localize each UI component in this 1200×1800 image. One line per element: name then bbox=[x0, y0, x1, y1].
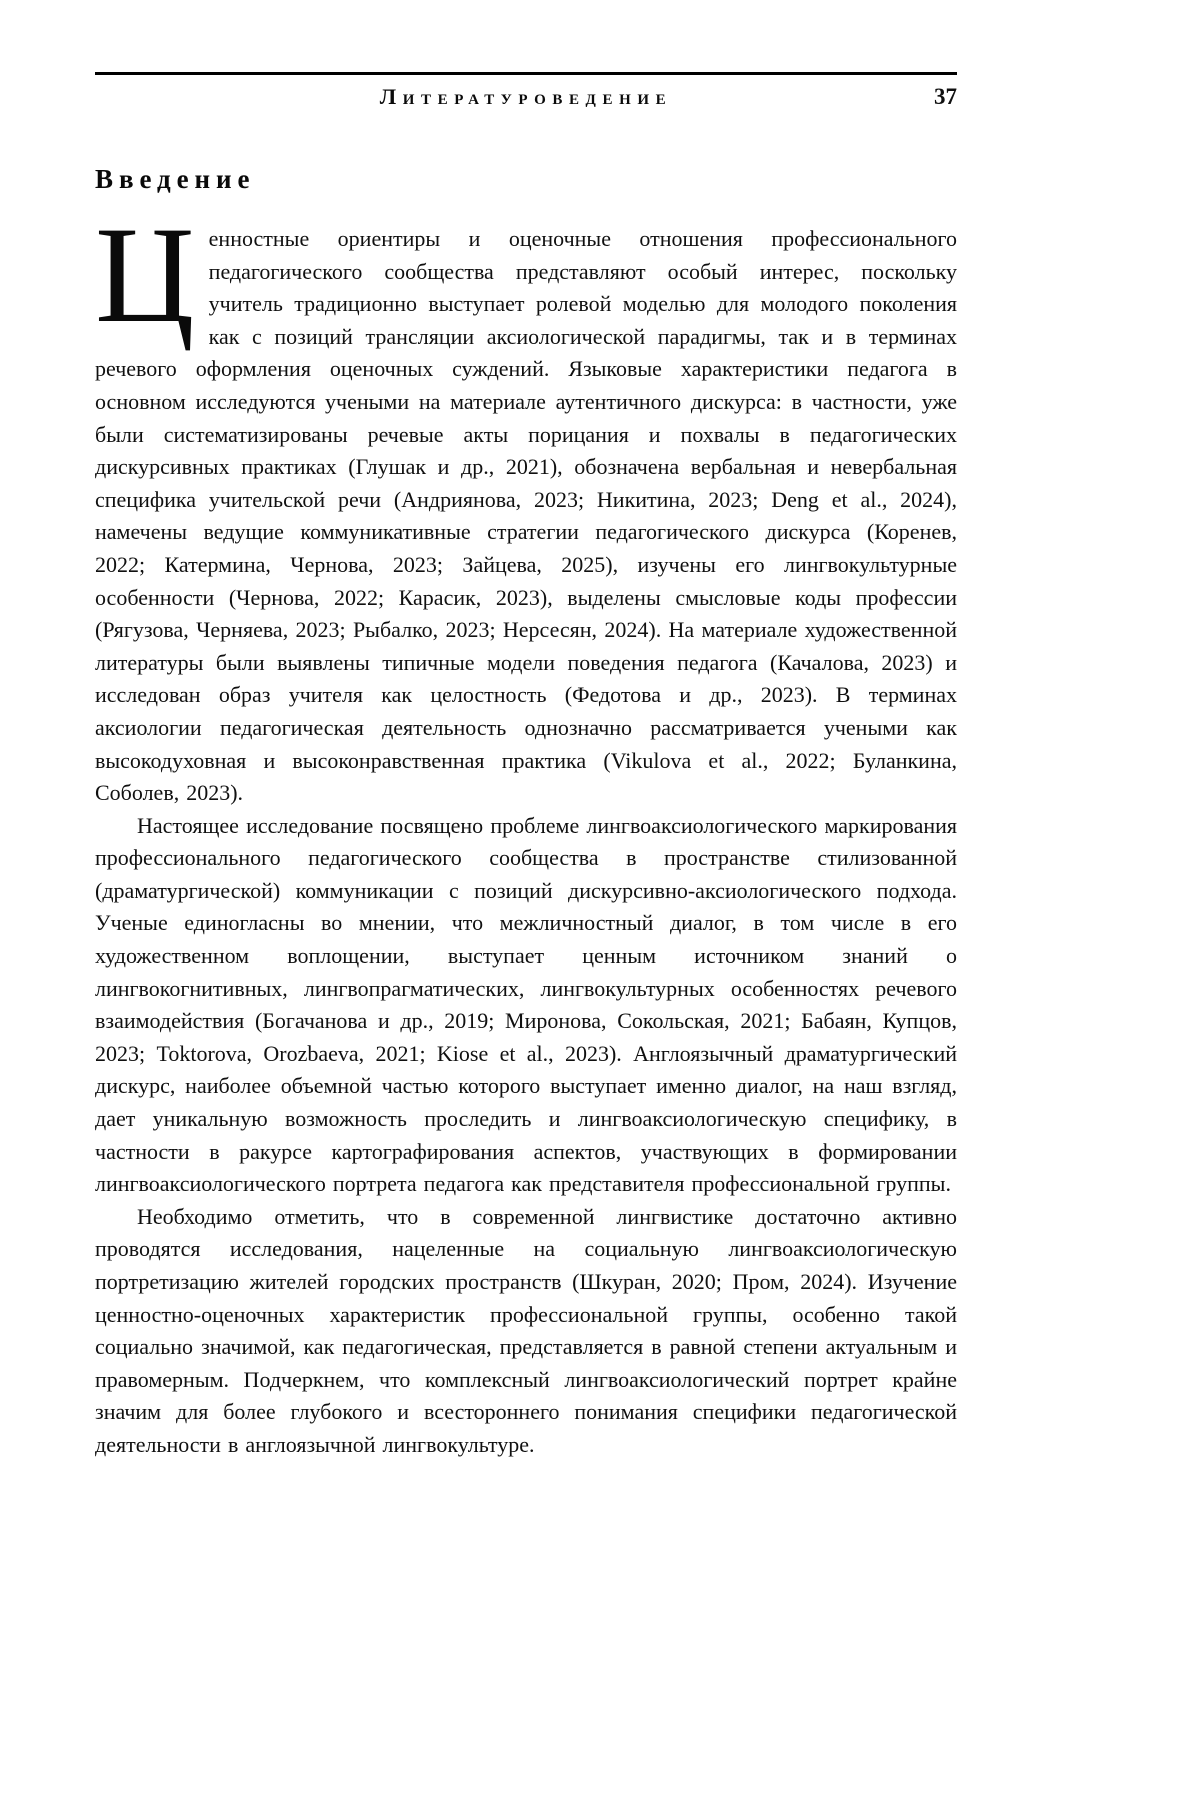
paragraph-text: Необходимо отметить, что в современной лингвистике достаточно активно проводятся исследования, нацеленные на социальную лингвоаксиологическую портретизацию жителей городских пространств (Шкуран, 2020; Пром, 2024). Изучение ценностно-оценочных характеристик профессиональной группы, особенно такой социально значимой, как педагогическая, представляется в равной степени актуальным и правомерным. Подчеркнем, что комплексный лингвоаксиологический портрет крайне значим для более глубокого и всестороннего понимания специфики педагогической деятельности в англоязычной лингвокультуре. bbox=[95, 1203, 957, 1457]
running-head bbox=[95, 84, 957, 118]
paragraph-text: енностные ориентиры и оценочные отношения профессионального педагогического сообщества представляют особый интерес, поскольку учитель традиционно выступает ролевой моделью для молодого поколения как с позиций трансляции аксиологической парадигмы, так и в терминах речевого оформления оценочных суждений. Языковые характеристики педагога в основном исследуются учеными на материале аутентичного дискурса: в частности, уже были систематизированы речевые акты порицания и похвалы в педагогических дискурсивных практиках (Глушак и др., 2021), обозначена вербальная и невербальная специфика учительской речи (Андриянова, 2023; Никитина, 2023; Deng et al., 2024), намечены ведущие коммуникативные стратегии педагогического дискурса (Коренев, 2022; Катермина, Чернова, 2023; Зайцева, 2025), изучены его лингвокультурные особенности (Чернова, 2022; Карасик, 2023), выделены смысловые коды профессии (Рягузова, Черняева, 2023; Рыбалко, 2023; Нерсесян, 2024). На материале художественной литературы были выявлены типичные модели поведения педагога (Качалова, 2023) и исследован образ учителя как целостность (Федотова и др., 2023). В терминах аксиологии педагогическая деятельность однозначно рассматривается учеными как высокодуховная и высоконравственная практика (Vikulova et al., 2022; Буланкина, Соболев, 2023). bbox=[95, 226, 957, 806]
header-rule bbox=[95, 72, 957, 75]
article-body bbox=[95, 198, 957, 1462]
running-title: Литературоведение bbox=[379, 84, 673, 109]
dropcap-letter: Ц bbox=[95, 198, 195, 351]
page-header bbox=[95, 72, 957, 118]
page-number: 37 bbox=[934, 84, 957, 109]
paragraph-introduction-1 bbox=[95, 198, 957, 810]
section-heading: Введение bbox=[95, 164, 256, 194]
paragraph-introduction-2 bbox=[95, 810, 957, 1201]
paragraph-text: Настоящее исследование посвящено проблеме лингвоаксиологического маркирования профессионального педагогического сообщества в пространстве стилизованной (драматургической) коммуникации с позиций дискурсивно-аксиологического подхода. Ученые единогласны во мнении, что межличностный диалог, в том числе в его художественном воплощении, выступает ценным источником знаний о лингвокогнитивных, лингвопрагматических, лингвокультурных особенностях речевого взаимодействия (Богачанова и др., 2019; Миронова, Сокольская, 2021; Бабаян, Купцов, 2023; Toktorova, Orozbaeva, 2021; Kiose et al., 2023). Англоязычный драматургический дискурс, наиболее объемной частью которого выступает именно диалог, на наш взгляд, дает уникальную возможность проследить и лингвоаксиологическую специфику, в частности в ракурсе картографирования аспектов, участвующих в формировании лингвоаксиологического портрета педагога как представителя профессиональной группы. bbox=[95, 812, 957, 1197]
paragraph-introduction-3 bbox=[95, 1201, 957, 1462]
